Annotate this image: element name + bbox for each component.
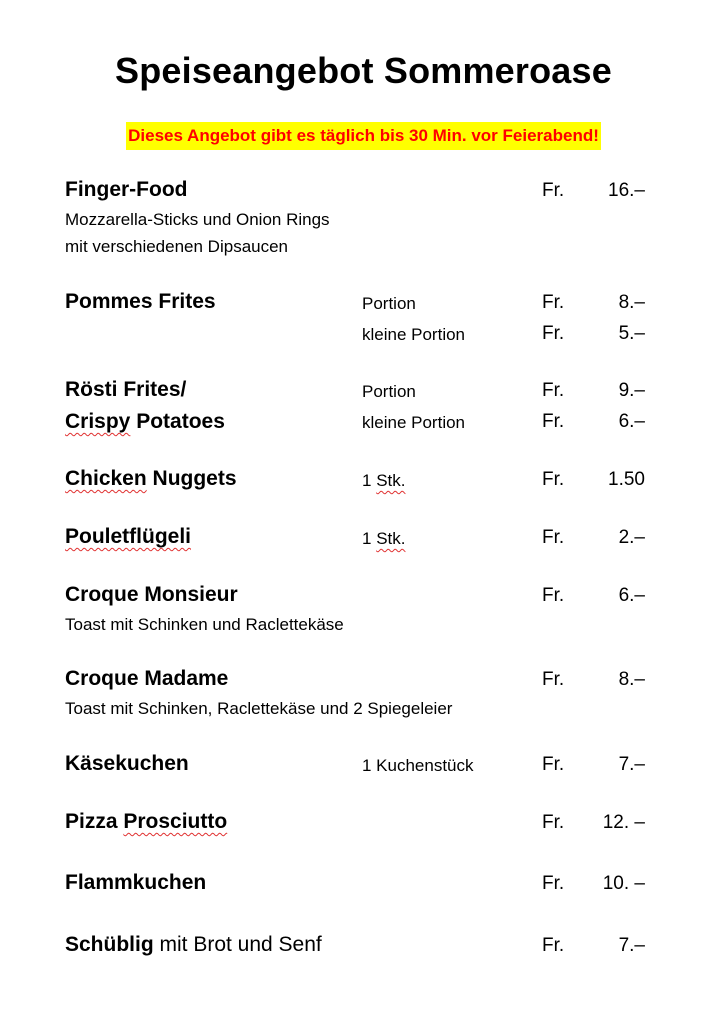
currency-label: Fr. <box>542 292 565 313</box>
item-name: Flammkuchen <box>65 871 207 894</box>
item-name-part: Pizza <box>65 810 124 833</box>
item-portion-small: kleine Portion <box>362 413 466 432</box>
item-name-part: Chicken <box>65 467 147 490</box>
portion-unit: Stk. <box>376 471 406 490</box>
currency-label: Fr. <box>542 935 565 956</box>
item-price: 8.– <box>618 669 645 690</box>
item-price: 1.50 <box>608 469 645 490</box>
item-price: 9.– <box>618 380 645 401</box>
item-portion-small: kleine Portion <box>362 325 466 344</box>
item-description-line-2: mit verschiedenen Dipsaucen <box>65 237 289 256</box>
item-name-part: Schüblig <box>65 933 154 956</box>
currency-label: Fr. <box>542 469 565 490</box>
currency-label: Fr. <box>542 669 565 690</box>
item-name: Rösti Frites/ <box>65 378 187 401</box>
item-price: 10. – <box>602 873 645 894</box>
notice-wrap <box>0 122 727 150</box>
item-name-part: Potatoes <box>130 410 225 433</box>
currency-label: Fr. <box>542 812 565 833</box>
item-name-part: Crispy <box>65 410 131 433</box>
item-portion: 1 Kuchenstück <box>362 756 474 775</box>
item-name <box>65 810 227 834</box>
item-price-small: 5.– <box>618 323 645 344</box>
item-name-part: Nuggets <box>146 467 237 490</box>
item-portion: Portion <box>362 294 416 313</box>
item-name <box>65 933 322 957</box>
item-price-small: 6.– <box>618 411 645 432</box>
item-portion: Portion <box>362 382 416 401</box>
item-price: 7.– <box>618 754 645 775</box>
item-price: 16.– <box>608 180 645 201</box>
item-description: Toast mit Schinken, Raclettekäse und 2 Spiegeleier <box>65 699 453 718</box>
item-price: 7.– <box>618 935 645 956</box>
currency-label: Fr. <box>542 527 565 548</box>
item-price: 2.– <box>618 527 645 548</box>
item-name: Croque Monsieur <box>65 583 238 606</box>
item-price: 6.– <box>618 585 645 606</box>
portion-count: 1 <box>362 529 377 548</box>
currency-label: Fr. <box>542 754 565 775</box>
item-portion <box>362 471 405 491</box>
item-name: Käsekuchen <box>65 752 189 775</box>
item-name-part: mit Brot und Senf <box>153 933 322 956</box>
item-name-part: Prosciutto <box>123 810 228 833</box>
portion-unit: Stk. <box>376 529 406 548</box>
page-title: Speiseangebot Sommeroase <box>115 50 612 91</box>
item-description: Toast mit Schinken und Raclettekäse <box>65 615 344 634</box>
item-portion <box>362 529 405 549</box>
item-name <box>65 467 237 491</box>
currency-label: Fr. <box>542 380 565 401</box>
portion-count: 1 <box>362 471 377 490</box>
currency-label: Fr. <box>542 411 565 432</box>
item-name: Pouletflügeli <box>65 525 191 548</box>
item-name: Pommes Frites <box>65 290 216 313</box>
currency-label: Fr. <box>542 180 565 201</box>
item-name: Croque Madame <box>65 667 229 690</box>
item-price: 8.– <box>618 292 645 313</box>
currency-label: Fr. <box>542 873 565 894</box>
item-name: Finger-Food <box>65 178 188 201</box>
item-description-line-1: Mozzarella-Sticks und Onion Rings <box>65 210 330 229</box>
item-price: 12. – <box>602 812 645 833</box>
item-name-line-2 <box>65 410 225 434</box>
availability-notice: Dieses Angebot gibt es täglich bis 30 Min. vor Feierabend! <box>126 122 601 150</box>
currency-label: Fr. <box>542 585 565 606</box>
currency-label: Fr. <box>542 323 565 344</box>
